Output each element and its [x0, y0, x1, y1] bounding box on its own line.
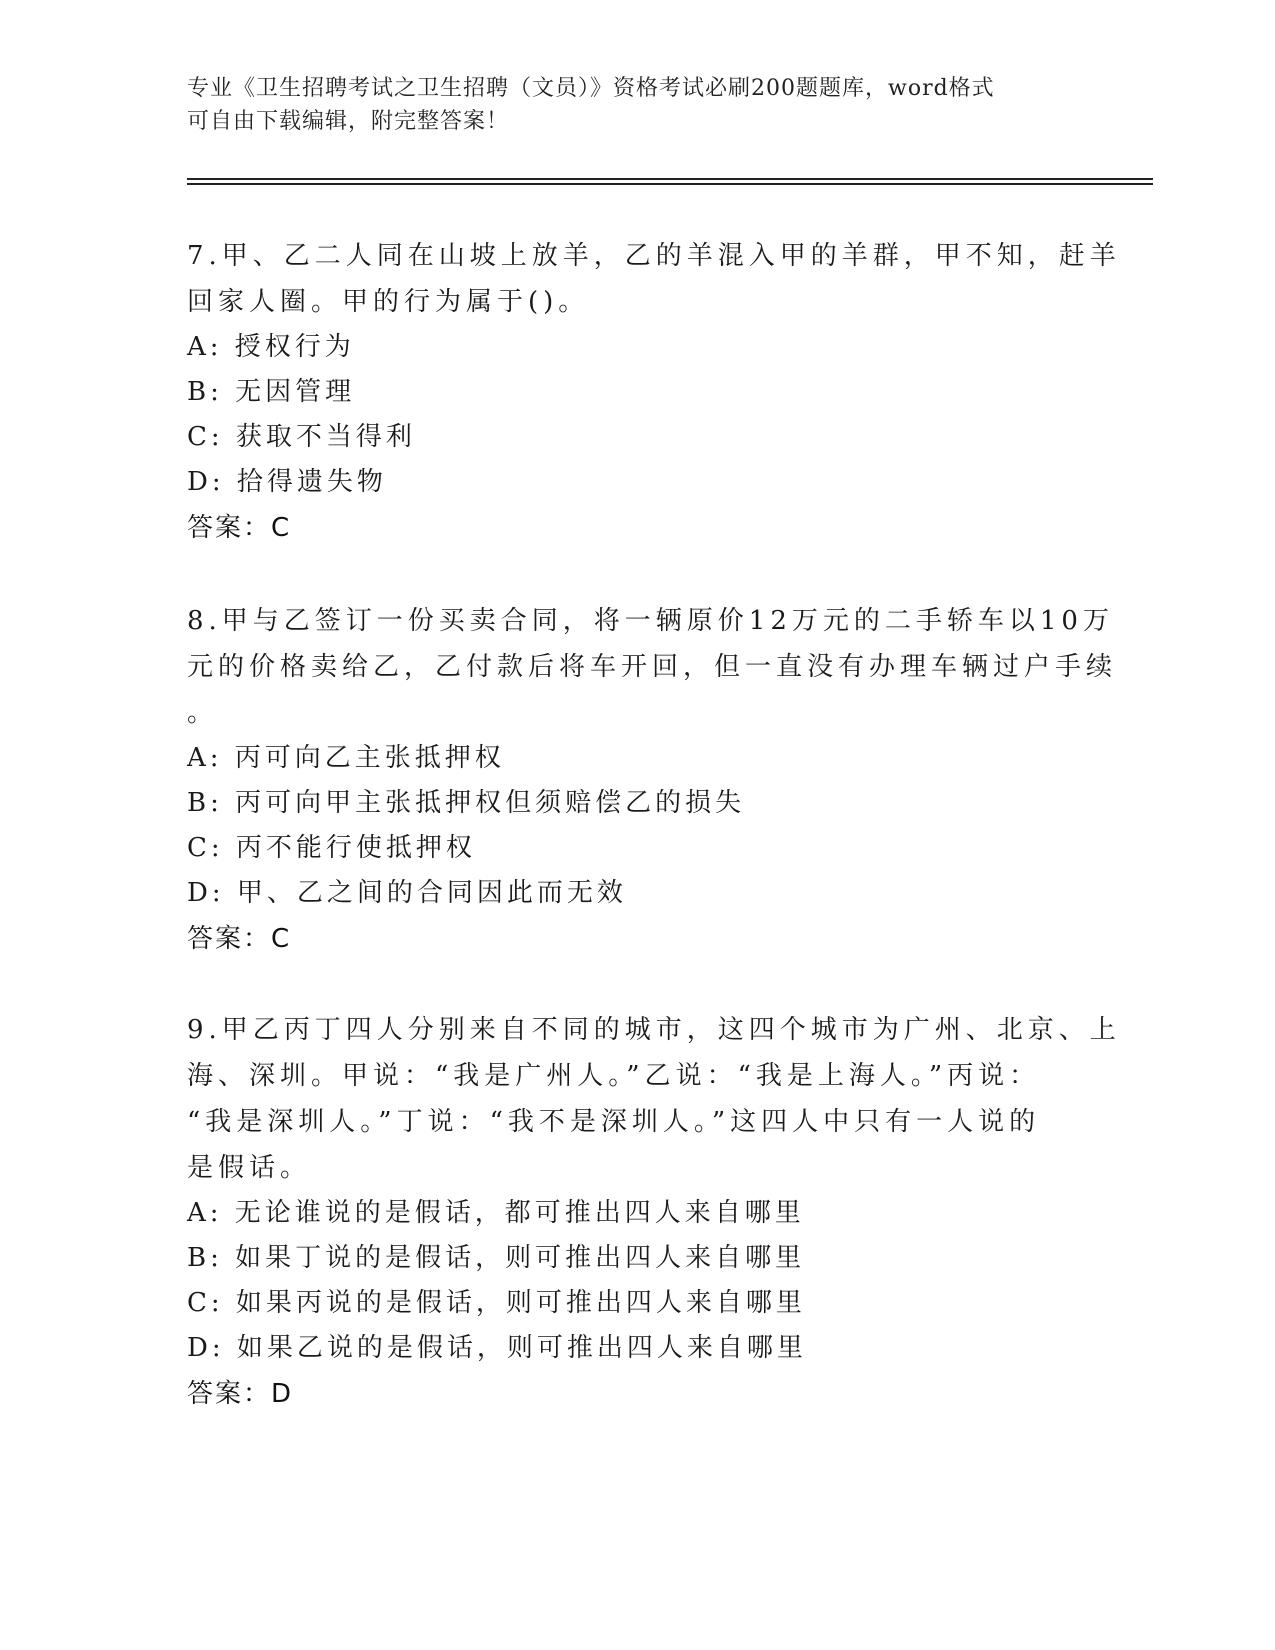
question-text-line: 回家人圈。甲的行为属于()。 — [187, 287, 590, 317]
question-text-line: 是假话。 — [187, 1153, 312, 1183]
header-title-line-1: 专业《卫生招聘考试之卫生招聘（文员）》资格考试必刷200题题库，word格式 — [187, 76, 995, 101]
option-d: D: 拾得遗失物 — [187, 467, 387, 497]
option-b: B: 丙可向甲主张抵押权但须赔偿乙的损失 — [187, 788, 746, 818]
option-a: A: 无论谁说的是假话，都可推出四人来自哪里 — [187, 1198, 805, 1228]
document-header — [187, 72, 1067, 138]
option-c: C: 丙不能行使抵押权 — [187, 833, 476, 863]
question-text-line: 元的价格卖给乙，乙付款后将车开回，但一直没有办理车辆过户手续 — [187, 652, 1118, 682]
question-8 — [187, 598, 1118, 962]
question-text-line: 7.甲、乙二人同在山坡上放羊，乙的羊混入甲的羊群，甲不知，赶羊 — [187, 241, 1121, 271]
header-divider-top — [187, 178, 1153, 180]
answer: 答案：C — [187, 924, 292, 954]
option-b: B: 如果丁说的是假话，则可推出四人来自哪里 — [187, 1243, 806, 1273]
option-a: A: 丙可向乙主张抵押权 — [187, 743, 505, 773]
question-7 — [187, 233, 1121, 551]
answer: 答案：C — [187, 513, 292, 543]
question-text-line: 8.甲与乙签订一份买卖合同，将一辆原价12万元的二手轿车以10万 — [187, 606, 1114, 636]
header-title-line-2: 可自由下载编辑，附完整答案！ — [187, 109, 510, 134]
question-text-line: “我是深圳人。”丁说：“我不是深圳人。”这四人中只有一人说的 — [187, 1107, 1041, 1137]
option-b: B: 无因管理 — [187, 377, 356, 407]
question-9 — [187, 1007, 1121, 1417]
question-text-line: 9.甲乙丙丁四人分别来自不同的城市，这四个城市为广州、北京、上 — [187, 1015, 1121, 1045]
option-a: A: 授权行为 — [187, 332, 355, 362]
option-d: D: 甲、乙之间的合同因此而无效 — [187, 878, 627, 908]
header-divider-bottom — [187, 183, 1153, 185]
option-c: C: 获取不当得利 — [187, 422, 416, 452]
question-text-line: 海、深圳。甲说：“我是广州人。”乙说：“我是上海人。”丙说： — [187, 1061, 1041, 1091]
question-text-line: 。 — [187, 698, 219, 728]
option-d: D: 如果乙说的是假话，则可推出四人来自哪里 — [187, 1333, 807, 1363]
option-c: C: 如果丙说的是假话，则可推出四人来自哪里 — [187, 1288, 806, 1318]
answer: 答案：D — [187, 1379, 294, 1409]
